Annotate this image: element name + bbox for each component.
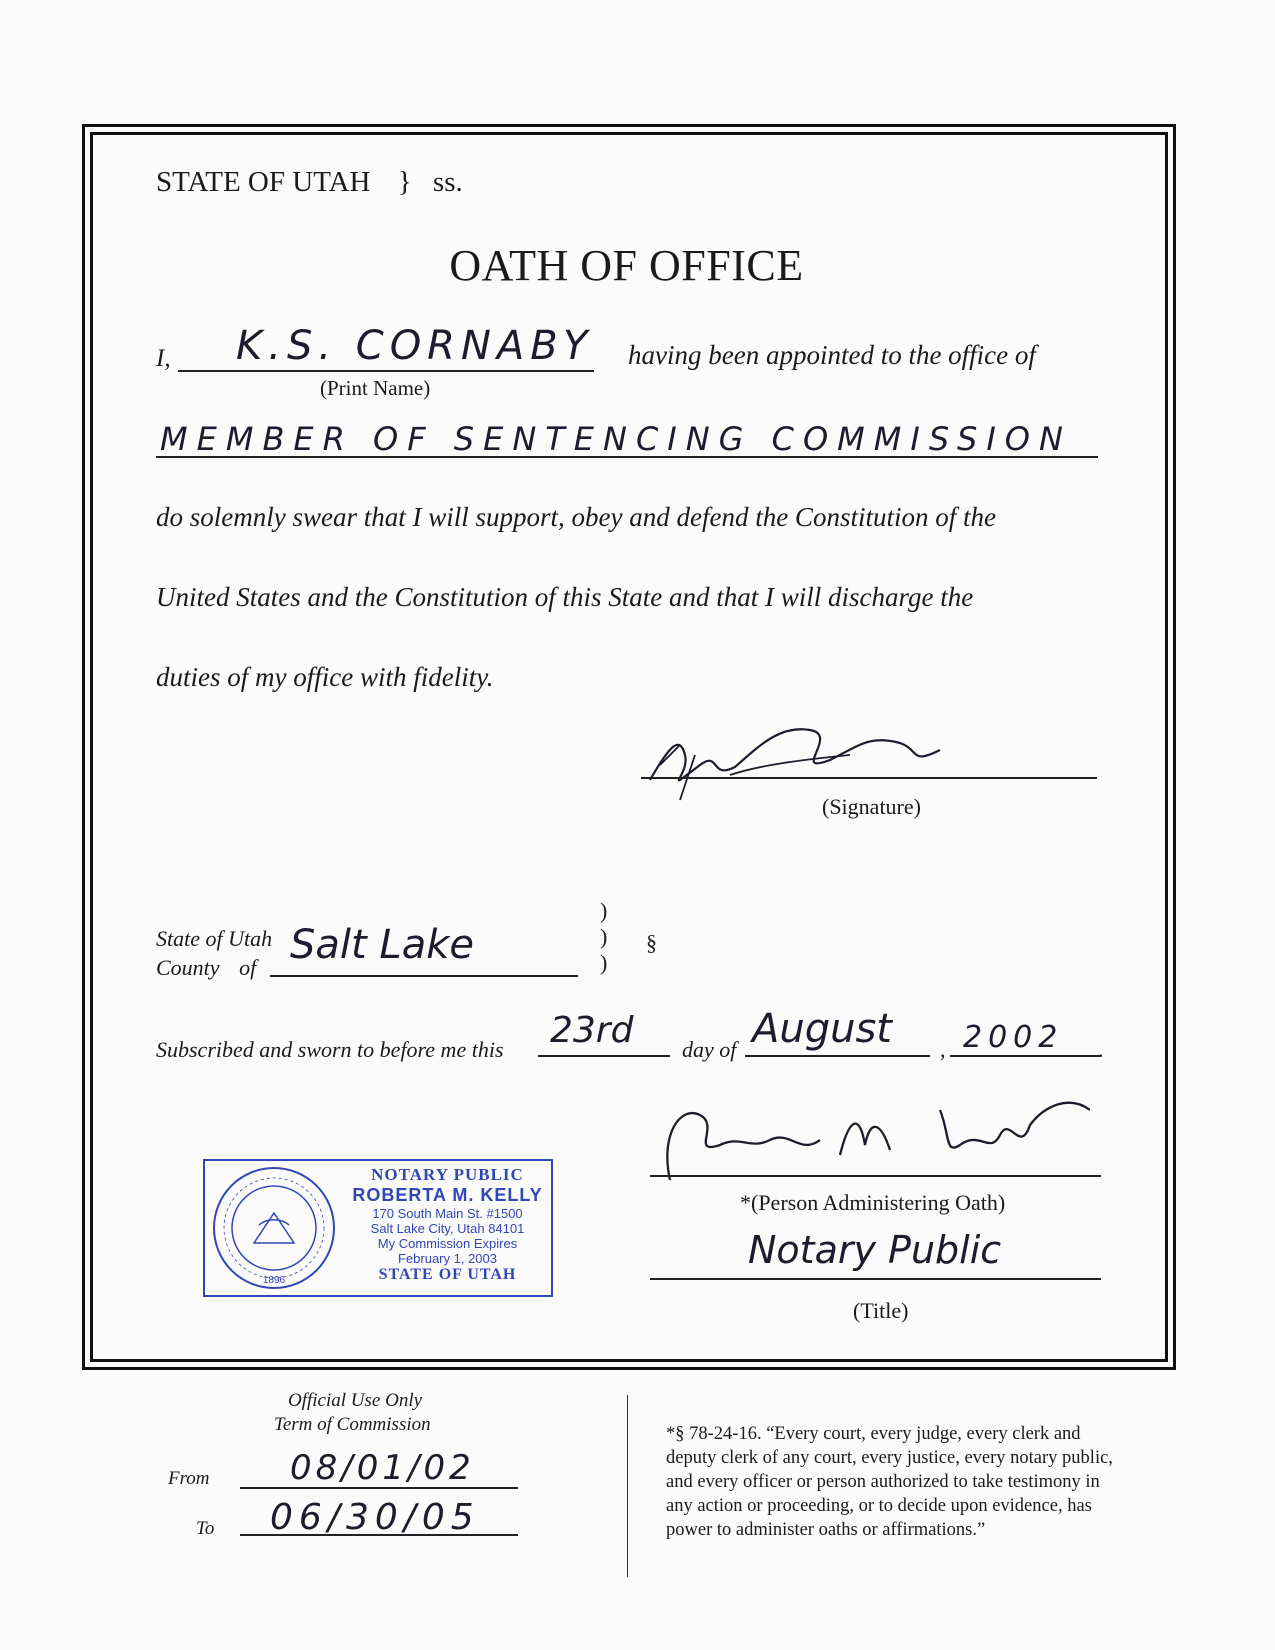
stamp-line-3: 170 South Main St. #1500 xyxy=(372,1206,523,1221)
footnote-line-4: any action or proceeding, or to decide upon evidence, has xyxy=(666,1496,1092,1516)
stamp-line-1: NOTARY PUBLIC xyxy=(371,1165,524,1184)
footer-divider xyxy=(627,1395,628,1577)
venue-paren-2: ) xyxy=(600,924,608,949)
to-label: To xyxy=(196,1518,215,1539)
signature-caption: (Signature) xyxy=(822,794,921,819)
footnote-line-1: *§ 78-24-16. “Every court, every judge, every clerk and xyxy=(666,1424,1081,1444)
venue-county-label xyxy=(156,955,256,981)
county-word: County xyxy=(156,955,220,980)
venue-paren-3: ) xyxy=(600,950,608,975)
administrator-line xyxy=(650,1175,1101,1177)
title-caption: (Title) xyxy=(853,1298,909,1323)
section-symbol: § xyxy=(646,930,657,955)
ss-label: ss. xyxy=(432,166,463,198)
administrator-title: Notary Public xyxy=(748,1228,1002,1272)
county-line xyxy=(270,975,578,977)
signature-line xyxy=(641,777,1097,779)
oath-body-line-3: duties of my office with fidelity. xyxy=(156,662,494,692)
notary-stamp xyxy=(203,1159,553,1297)
state-seal-icon xyxy=(209,1163,339,1293)
footnote-line-2: deputy clerk of any court, every justice, every notary public, xyxy=(666,1448,1113,1468)
administrator-caption: *(Person Administering Oath) xyxy=(740,1190,1006,1215)
day-of-label: day of xyxy=(682,1037,737,1062)
sworn-day: 23rd xyxy=(550,1010,634,1051)
oath-body-line-1: do solemnly swear that I will support, obey and defend the Constitution of the xyxy=(156,502,996,532)
official-heading-1: Official Use Only xyxy=(288,1390,423,1411)
stamp-line-4: Salt Lake City, Utah 84101 xyxy=(370,1221,525,1236)
venue-state-label: State of Utah xyxy=(156,926,273,951)
month-line xyxy=(745,1055,930,1057)
seal-year: 1896 xyxy=(262,1275,286,1286)
stamp-line-2: ROBERTA M. KELLY xyxy=(352,1185,543,1205)
county-value: Salt Lake xyxy=(290,922,474,968)
sworn-comma: , xyxy=(940,1037,946,1062)
state-heading xyxy=(156,166,463,199)
title-line xyxy=(650,1278,1101,1280)
day-line xyxy=(538,1055,670,1057)
footnote-line-3: and every officer or person authorized to take testimony in xyxy=(666,1472,1100,1492)
brace: } xyxy=(397,166,412,198)
oath-body-line-2: United States and the Constitution of this State and that I will discharge the xyxy=(156,582,974,612)
sworn-prefix: Subscribed and sworn to before me this xyxy=(156,1037,504,1062)
of-word: of xyxy=(239,955,257,980)
oath-prefix: I, xyxy=(156,345,171,372)
printed-name: K.S. CORNABY xyxy=(236,323,594,369)
from-label: From xyxy=(168,1468,210,1489)
stamp-line-5: My Commission Expires xyxy=(377,1236,518,1251)
page-title: OATH OF OFFICE xyxy=(449,241,804,290)
sworn-period: . xyxy=(1098,1037,1104,1062)
administrator-signature xyxy=(650,1085,1090,1195)
year-line xyxy=(950,1055,1100,1057)
office-name: MEMBER OF SENTENCING COMMISSION xyxy=(160,420,1072,458)
stamp-line-7: STATE OF UTAH xyxy=(378,1266,517,1283)
footnote-line-5: power to administer oaths or affirmations.” xyxy=(666,1520,986,1540)
print-name-caption: (Print Name) xyxy=(320,376,431,400)
venue-paren-1: ) xyxy=(600,898,608,923)
footnote xyxy=(666,1422,1113,1542)
state-name: STATE OF UTAH xyxy=(156,166,371,198)
from-value: 08/01/02 xyxy=(290,1448,475,1488)
official-heading-2: Term of Commission xyxy=(274,1414,431,1435)
sworn-year: 2002 xyxy=(963,1020,1064,1055)
appointed-text: having been appointed to the office of xyxy=(628,340,1036,370)
stamp-line-6: February 1, 2003 xyxy=(397,1251,497,1266)
to-value: 06/30/05 xyxy=(270,1497,480,1538)
name-line xyxy=(178,370,594,372)
sworn-month: August xyxy=(752,1006,892,1052)
